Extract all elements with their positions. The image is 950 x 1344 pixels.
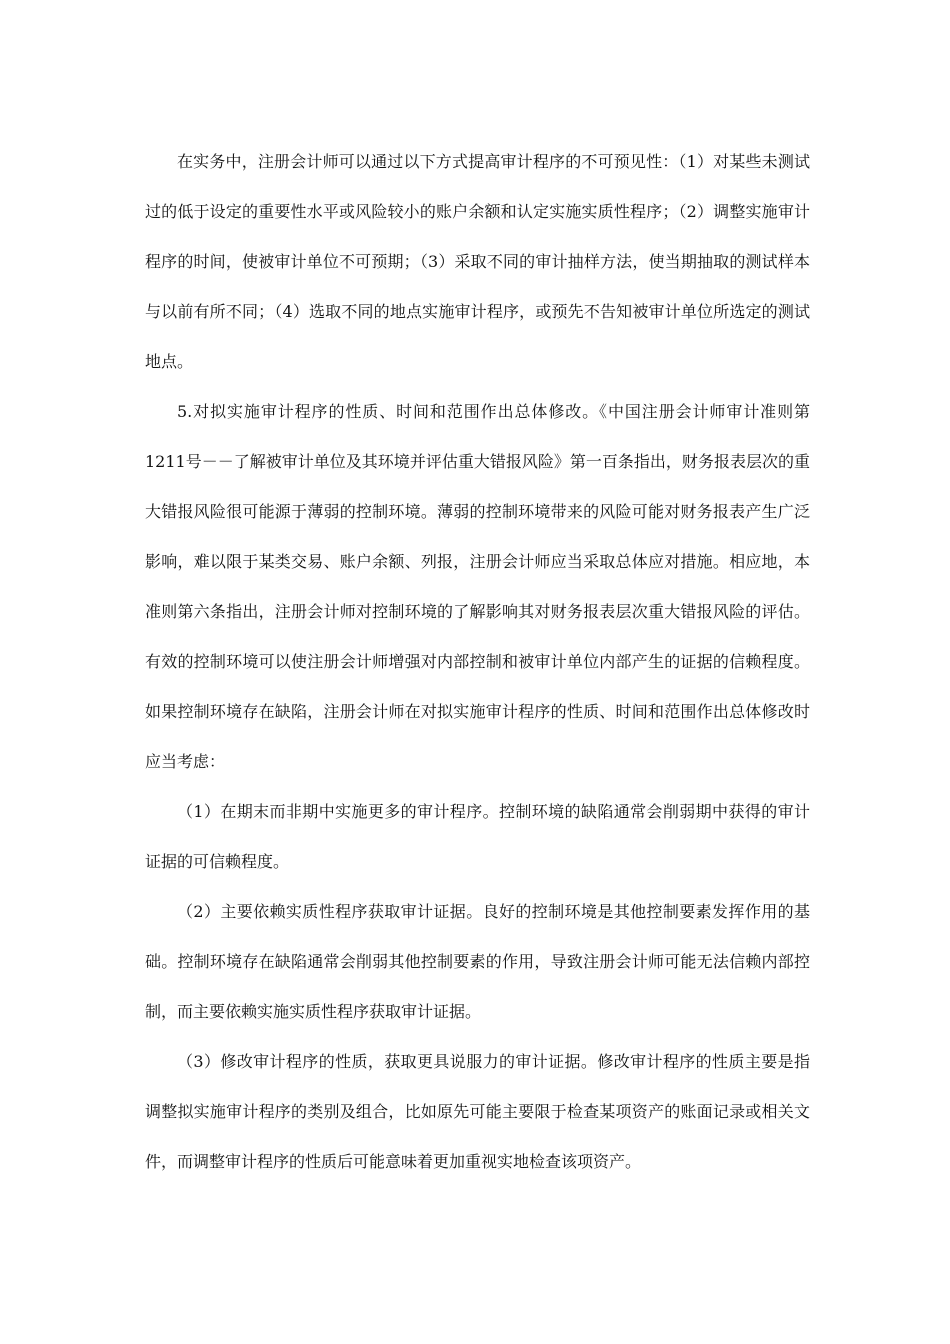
paragraph-item-2: （2）主要依赖实质性程序获取审计证据。良好的控制环境是其他控制要素发挥作用的基础。控制环境存在缺陷通常会削弱其他控制要素的作用，导致注册会计师可能无法信赖内部控制，而主要依赖实施实质性程序获取审计证据。 [145,902,810,1021]
paragraph-item-1: （1）在期末而非期中实施更多的审计程序。控制环境的缺陷通常会削弱期中获得的审计证据的可信赖程度。 [145,802,810,871]
paragraph-unpredictability: 在实务中，注册会计师可以通过以下方式提高审计程序的不可预见性：（1）对某些未测试过的低于设定的重要性水平或风险较小的账户余额和认定实施实质性程序；（2）调整实施审计程序的时间，使被审计单位不可预期；（3）采取不同的审计抽样方法，使当期抽取的测试样本与以前有所不同；（4）选取不同的地点实施审计程序，或预先不告知被审计单位所选定的测试地点。 [145,152,810,371]
paragraph-overall-modification: 5.对拟实施审计程序的性质、时间和范围作出总体修改。《中国注册会计师审计准则第1211号－－了解被审计单位及其环境并评估重大错报风险》第一百条指出，财务报表层次的重大错报风险很可能源于薄弱的控制环境。薄弱的控制环境带来的风险可能对财务报表产生广泛影响，难以限于某类交易、账户余额、列报，注册会计师应当采取总体应对措施。相应地，本准则第六条指出，注册会计师对控制环境的了解影响其对财务报表层次重大错报风险的评估。有效的控制环境可以使注册会计师增强对内部控制和被审计单位内部产生的证据的信赖程度。如果控制环境存在缺陷，注册会计师在对拟实施审计程序的性质、时间和范围作出总体修改时应当考虑： [145,402,810,771]
paragraph-item-3: （3）修改审计程序的性质，获取更具说服力的审计证据。修改审计程序的性质主要是指调整拟实施审计程序的类别及组合，比如原先可能主要限于检查某项资产的账面记录或相关文件，而调整审计程序的性质后可能意味着更加重视实地检查该项资产。 [145,1052,810,1171]
document-body [145,137,810,1187]
